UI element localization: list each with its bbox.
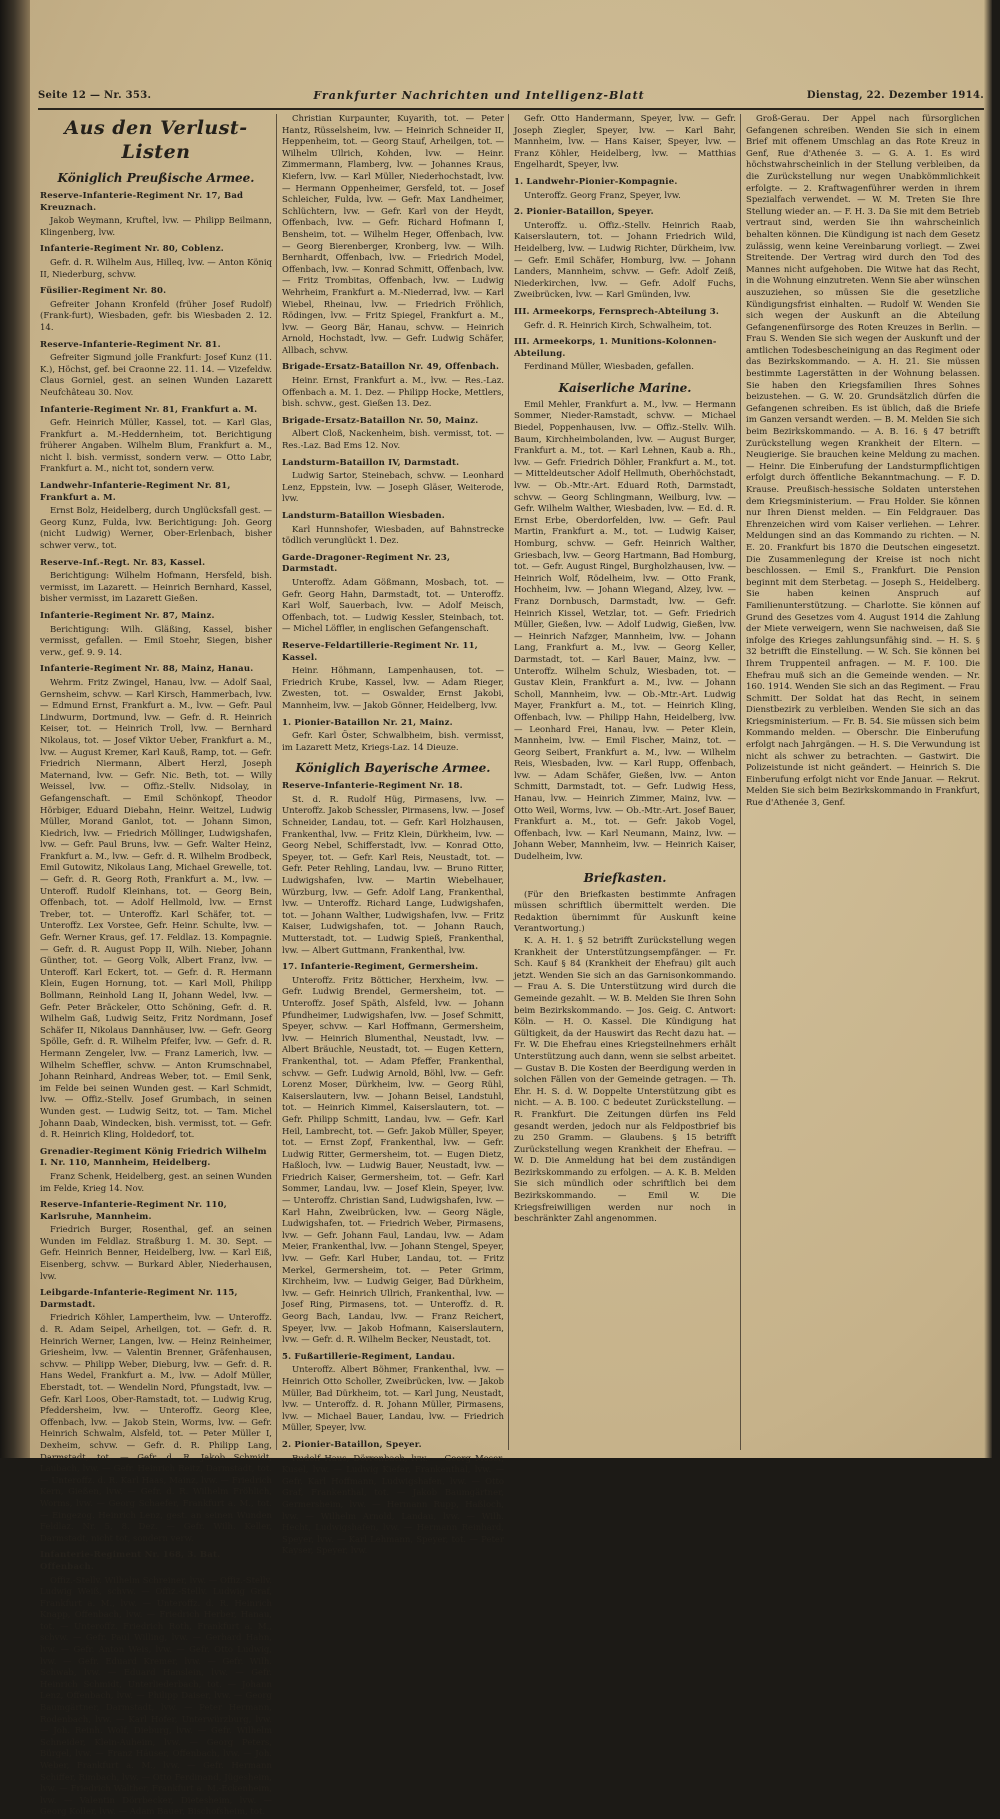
unit-heading: Infanterie-Regiment Nr. 168, 3. Bat. Offenbach. (40, 1550, 221, 1572)
unit-heading: Reserve-Infanterie-Regiment Nr. 110, Karlsruhe, Mannheim. (40, 1200, 227, 1222)
unit-heading: Infanterie-Regiment Nr. 80, Coblenz. (40, 244, 224, 255)
section-subtitle-prussian-army: Königlich Preußische Armee. (57, 171, 255, 185)
casualty-entry: Franz Schenk, Heidelberg, gest. an seinen Wunden im Felde, Krieg 14. Nov. (40, 1171, 272, 1194)
unit-heading: 5. Fußartillerie-Regiment, Landau. (282, 1351, 456, 1362)
unit-heading: Füsilier-Regiment Nr. 80. (40, 286, 167, 297)
column-rule (508, 114, 509, 1450)
casualty-entry: Wehrm. Fritz Zwingel, Hanau, lvw. — Adolf Saal, Gernsheim, schvw. — Karl Kirsch, Hammerbach, lvw. — Edmund Ernst, Frankfurt a. M., lvw. — Gefr. Paul Lindwurm, Dortmund, lvw. — Gefr. d. R. Heinrich Keiser, tot. — Heinrich Troll, lvw. — Bernhard Nikolaus, tot. — Josef Viktor Ueber, Frankfurt a. M., lvw. — August Kremer, Karl Kauß, Ramp, tot. — Gefr. Friedrich Niermann, Albert Herzl, Joseph Maternand, lvw. — Gefr. Nic. Beth, tot. — Willy Weissel, lvw. — Offiz.-Stellv. Nidsolay, in Gefangenschaft. — Emil Schönkopf, Theodor Hörbiger, Eduard Diebahn, Heinr. Weitzel, Ludwig Müller, Morand Ganlot, tot. — Johann Simon, Kiedrich, lvw. — Friedrich Möllinger, Ludwigshafen, lvw. — Gefr. Paul Bruns, lvw. — Gefr. Walter Heinz, Frankfurt a. M., lvw. — Gefr. d. R. Wilhelm Brodbeck, Emil Gutowitz, Nikolaus Lang, Michael Grewelle, tot. — Gefr. d. R. Georg Roth, Frankfurt a. M., lvw. — Unteroff. Rudolf Kleinhans, tot. — Georg Bein, Offenbach, tot. — Adolf Hellmold, lvw. — Ernst Treber, tot. — Unteroffz. Karl Schäfer, tot. — Unteroffz. Lex Vorstee, Gefr. Heinr. Schulte, lvw. — Gefr. Werner Kraus, gef. 17. Feldlaz. 13. Kompagnie. — Gefr. d. R. August Popp II, Wilh. Nieber, Johann Günther, tot. — Georg Volk, Albert Franz, lvw. — Unteroff. Karl Eckert, tot. — Gefr. d. R. Hermann Klein, Eugen Hornung, tot. — Karl Moll, Philipp Bollmann, Reinhold Lang II, Johann Wedel, lvw. — Gefr. Peter Bräckeler, Otto Schöning, Gefr. d. R. Wilhelm Gaß, Ludwig Seitz, Fritz Nordmann, Josef Schäfer II, Nikolaus Dannhäuser, lvw. — Gefr. Georg Spölle, Gefr. d. R. Wilhelm Pfeifer, lvw. — Gefr. d. R. Hermann Zengeler, lvw. — Franz Lamerich, lvw. — Wilhelm Scheffler, schvw. — Anton Krumschnabel, Johann Reinhard, Andreas Weber, tot. — Emil Senk, im Felde bei seinen Wunden gest. — Karl Schmidt, lvw. — Offiz.-Stellv. Josef Grumbach, in seinen Wunden gest. — Ludwig Seitz, tot. — Tam. Michel Johann Daab, Windecken, bish. vermisst, tot. — Gefr. d. R. Heinrich Kling, Holdedorf, tot. (40, 677, 272, 1141)
unit-heading: 1. Landwehr-Pionier-Kompagnie. (514, 176, 678, 187)
unit-heading: Grenadier-Regiment König Friedrich Wilhelm I. Nr. 110, Mannheim, Heidelberg. (40, 1146, 267, 1169)
unit-heading: Infanterie-Regiment Nr. 87, Mainz. (40, 611, 215, 621)
casualty-entry: Rudolf Haus, Dörrenbach, lvw. — Georg Moser, Kusel, lvw. — Ludwig Kiefer, Frankenthal, lvw. — Gefr. Karl Hoffmann, Ludwigshafen, lvw. — Otto Graf, Frankenthal, tot. — Jakob Baumgärtner, Germersheim, lvw. — Hermann Rupp, Haßloch, lvw. — Wilhelm Arnold, Landau, lvw. — Wilh. Hecht, Ludwigshafen, lvw. — Hermann Reinhard, Speyer, lvw. — Karl Lehmann, Speyer, tot. — Peter Kayser, Speyer, lvw. (282, 1453, 504, 1557)
casualty-entry: Gefreiter Johann Kronfeld (früher Josef Rudolf) (Frank-furt), Wiesbaden, gefr. bis Wiesbaden 2. 12. 14. (40, 299, 272, 333)
casualty-entry: Gefr. Karl Öster, Schwalbheim, bish. vermisst, im Lazarett Metz, Kriegs-Laz. 14 Dieuze. (282, 731, 504, 753)
column-4-blocks (746, 114, 980, 810)
unit-heading: Brigade-Ersatz-Bataillon Nr. 49, Offenbach. (282, 362, 500, 373)
unit-heading: 1. Pionier-Bataillon Nr. 21, Mainz. (282, 717, 453, 728)
page-header (38, 84, 984, 106)
column-2-blocks (282, 114, 504, 1558)
unit-heading: Leibgarde-Infanterie-Regiment Nr. 115, Darmstadt. (40, 1288, 238, 1310)
column-1-blocks (40, 191, 272, 1819)
casualty-entry: Gefr. Otto Handermann, Speyer, lvw. — Gefr. Joseph Ziegler, Speyer, lvw. — Karl Bahr, Mannheim, lvw. — Hans Kaiser, Speyer, lvw. — Franz Köhler, Heidelberg, lvw. — Matthias Engelhardt, Speyer, lvw. (514, 114, 736, 171)
column-2 (282, 114, 504, 1557)
casualty-entry: Gefr. Heinrich Müller, Kassel, tot. — Karl Glas, Frankfurt a. M.-Heddernheim, tot. Berichtigung früherer Angaben. Wilhelm Blum, Frankfurt a. M., nicht l. bish. vermisst, sondern verw. — Otto Labr, Frankfurt a. M., nicht tot, sondern verw. (40, 418, 272, 475)
section-title-verlustlisten: Aus den Verlust-Listen (64, 117, 248, 163)
casualty-entry: Jakob Weymann, Kruftel, lvw. — Philipp Beilmann, Klingenberg, lvw. (40, 216, 272, 238)
casualty-entry: Christian Kurpaunter, Kuyarith, tot. — Peter Hantz, Rüsselsheim, lvw. — Heinrich Schneider II, Heppenheim, tot. — Georg Stauf, Arheilgen, tot. — Wilhelm Ullrich, Kohden, lvw. — Heinr. Zimmermann, Flamberg, lvw. — Johannes Kraus, Kiefern, lvw. — Karl Müller, Niederhochstadt, lvw. — Hermann Oppenheimer, Gersfeld, tot. — Josef Schleicher, Fulda, lvw. — Gefr. Max Landheimer, Schlüchtern, lvw. — Gefr. Karl von der Heydt, Offenbach, lvw. — Gefr. Richard Hofmann I, Bensheim, tot. — Wilhelm Heger, Offenbach, lvw. — Georg Bierenberger, Kronberg, lvw. — Wilh. Bernhardt, Offenbach, lvw. — Friedrich Model, Offenbach, lvw. — Konrad Schmitt, Offenbach, lvw. — Fritz Trombitas, Offenbach, lvw. — Ludwig Wehrheim, Frankfurt a. M.-Niederrad, lvw. — Karl Wiebel, Rheinau, lvw. — Friedrich Fröhlich, Rödingen, lvw. — Fritz Spiegel, Frankfurt a. M., lvw. — Georg Bär, Hanau, schvw. — Heinrich Arnold, Hochstadt, lvw. — Gefr. Ludwig Schäfer, Allbach, schvw. (282, 114, 504, 356)
unit-heading: Reserve-Feldartillerie-Regiment Nr. 11, Kassel. (282, 640, 478, 663)
casualty-entry: Ernst Bolz, Heidelberg, durch Unglücksfall gest. — Georg Kunz, Fulda, lvw. Berichtigung: Joh. Georg (nicht Ludwig) Werner, Ober-Erlenbach, bisher schwer verw., tot. (40, 506, 272, 552)
unit-heading: Brigade-Ersatz-Bataillon Nr. 50, Mainz. (282, 415, 479, 426)
page-edge-shadow (984, 0, 992, 1458)
casualty-entry: Berichtigung: Wilhelm Hofmann, Hersfeld, bish. vermisst, im Lazarett. — Heinrich Bernhard, Kassel, bisher vermisst, im Lazarett Gießen. (40, 571, 272, 605)
unit-heading: Landsturm-Bataillon IV, Darmstadt. (282, 457, 460, 468)
casualty-entry: Heinr. Höhmann, Lampenhausen, tot. — Friedrich Krube, Kassel, lvw. — Adam Rieger, Zwesten, tot. — Oswalder, Ernst Jakobi, Mannheim, lvw. — Jakob Gönner, Heidelberg, lvw. (282, 666, 504, 711)
casualty-entry: Albert Cloß, Nackenheim, bish. vermisst, tot. — Res.-Laz. Bad Ems 12. Nov. (282, 429, 504, 452)
casualty-entry: Gefr. d. R. Heinrich Kirch, Schwalheim, tot. (524, 320, 712, 331)
section-subtitle: Kaiserliche Marine. (558, 380, 692, 395)
casualty-entry: Groß-Gerau. Der Appel nach fürsorglichen Gefangenen schreiben. Wenden Sie sich in einem Brief mit offenem Umschlag an das Rote Kreuz in Genf, Rue d'Athenée 3. — G. A. 1. Es wird höchstwahrscheinlich in der Stellung verbleiben, da die Zurückstellung nur wegen Unabkömmlichkeit erfolgte. — 2. Kraftwagenführer werden in ihrem Spezialfach verwendet. — W. M. Treten Sie Ihre Stellung wieder an. — F. H. 3. Da Sie mit dem Betrieb vertraut sind, werden Sie ihn wahrscheinlich behalten können. Die Kündigung ist nach dem Gesetz zulässig, wenn keine Vereinbarung vorliegt. — Zwei Streitende. Der Vertrag wird durch den Tod des Mannes nicht aufgehoben. Die Witwe hat das Recht, in die Wohnung einzutreten. Wenn Sie aber wünschen auszuziehen, so müssen Sie die gesetzliche Kündigungsfrist einhalten. — Rudolf W. Wenden Sie sich wegen der Auskunft an die Abteilung Gefangenenfürsorge des Roten Kreuzes in Berlin. — Frau S. Wenden Sie sich wegen der Auskunft und der amtlichen Todesbescheinigung an das Regiment oder das Bezirkskommando. — A. H. 21. Sie müssen bestimmte Lagerstätten in der Wohnung belassen. Sie haben den Kriegsfamilien Ihres Sohnes beizustehen. — G. W. 20. Grundsätzlich dürfen die Gefangenen schreiben. Es ist üblich, daß die Briefe im Ganzen versandt werden. — B. M. Melden Sie sich beim Bezirkskommando. — A. B. 16. § 47 betrifft Zurückstellung wegen Krankheit der Eltern. — Neugierige. Sie brauchen keine Meldung zu machen. — Heinr. Die Einberufung der Landsturmpflichtigen erfolgt durch öffentliche Bekanntmachung. — F. D. Krause. Preußisch-hessische Soldaten unterstehen dem Kriegsministerium. — Frau Holder. Sie können nur Ihren Dienst melden. — Ein Feldgrauer. Das Ehrenzeichen wird vom Kaiser verliehen. — Lehrer. Meldungen sind an das Kommando zu richten. — N. E. 20. Frankfurt bis 1870 die Deutschen eingesetzt. Die Zusammenlegung der Kreise ist noch nicht beschlossen. — Emil S., Frankfurt. Die Pension beginnt mit dem Sterbetag. — Joseph S., Heidelberg. Sie haben keinen Anspruch auf Familienunterstützung. — Charlotte. Sie können auf Grund des Gesetzes vom 4. August 1914 die Zahlung der Miete verweigern, wenn Sie nachweisen, daß Sie infolge des Krieges zahlungsunfähig sind. — H. S. § 32 betrifft die Einstellung. — W. Sch. Sie können bei Ihrem Truppenteil anfragen. — M. F. 100. Die Ehefrau muß sich an die Gemeinde wenden. — Nr. 160. 1914. Wenden Sie sich an das Regiment. — Frau Schmitt. Der Soldat hat das Recht, in seinem Dienstbezirk zu verbleiben. Wenden Sie sich an das Kriegsministerium. — Fr. B. 54. Sie müssen sich beim Kommando melden. — Oberschr. Die Einberufung erfolgt nach Jahrgängen. — H. S. Die Verwundung ist nicht als schwer zu betrachten. — Gastwirt. Die Polizeistunde ist nicht geändert. — Heinrich S. Die Einberufung erfolgt nicht vor Ende Januar. — Rekrut. Melden Sie sich beim Bezirkskommando in Frankfurt, Rue d'Athenée 3, Genf. (746, 114, 980, 809)
unit-heading: 2. Pionier-Bataillon, Speyer. (514, 207, 654, 218)
casualty-entry: Ferdinand Müller, Wiesbaden, gefallen. (524, 362, 694, 373)
casualty-entry: St. d. R. Rudolf Hüg, Pirmasens, lvw. — Unteroffz. Jakob Schessler, Pirmasens, lvw. — Josef Schneider, Landau, tot. — Gefr. Karl Holzhausen, Frankenthal, lvw. — Fritz Klein, Dürkheim, lvw. — Georg Nebel, Schifferstadt, lvw. — Konrad Otto, Speyer, tot. — Gefr. Karl Reis, Neustadt, tot. — Gefr. Peter Rehling, Landau, lvw. — Bruno Ritter, Ludwigshafen, lvw. — Martin Wiebelhauer, Würzburg, lvw. — Gefr. Adolf Lang, Frankenthal, lvw. — Unteroffz. Richard Lange, Ludwigshafen, tot. — Johann Walther, Ludwigshafen, lvw. — Fritz Kaiser, Ludwigshafen, tot. — Johann Rauch, Mutterstadt, tot. — Ludwig Spieß, Frankenthal, lvw. — Albert Guttmann, Frankenthal, lvw. (282, 794, 504, 956)
casualty-entry: Unteroffz. Adam Gößmann, Mosbach, tot. — Gefr. Georg Hahn, Darmstadt, tot. — Unteroffz. Karl Wolf, Sauerbach, lvw. — Adolf Meisch, Offenbach, tot. — Ludwig Kessler, Steinbach, tot. — Michel Löffler, in englischen Gefangenschaft. (282, 577, 504, 635)
casualty-entry: Unteroffz. Fritz Bötticher, Herxheim, lvw. — Gefr. Ludwig Brendel, Germersheim, tot. — Unteroffz. Josef Späth, Alsfeld, lvw. — Johann Pfundheimer, Ludwigshafen, lvw. — Josef Schmitt, Speyer, schvw. — Karl Hoffmann, Germersheim, lvw. — Heinrich Blumenthal, Neustadt, lvw. — Albert Bräuchle, Neustadt, tot. — Eugen Kettern, Frankenthal, tot. — Adam Pfeffer, Frankenthal, schvw. — Gefr. Ludwig Arnold, Böhl, lvw. — Gefr. Lorenz Moser, Dürkheim, lvw. — Georg Rühl, Kaiserslautern, lvw. — Johann Beisel, Landstuhl, tot. — Heinrich Kimmel, Kaiserslautern, tot. — Gefr. Philipp Schmitt, Landau, lvw. — Gefr. Karl Heil, Lambrecht, tot. — Gefr. Jakob Müller, Speyer, tot. — Ernst Zopf, Frankenthal, lvw. — Gefr. Ludwig Ritter, Germersheim, tot. — Eugen Dietz, Haßloch, lvw. — Ludwig Bauer, Neustadt, lvw. — Friedrich Kaiser, Germersheim, tot. — Gefr. Karl Sommer, Landau, lvw. — Josef Klein, Speyer, lvw. — Unteroffz. Christian Sand, Ludwigshafen, lvw. — Karl Hahn, Zweibrücken, lvw. — Georg Nägle, Ludwigshafen, tot. — Friedrich Weber, Pirmasens, lvw. — Gefr. Johann Faul, Landau, lvw. — Adam Meier, Frankenthal, lvw. — Johann Stengel, Speyer, lvw. — Gefr. Karl Huber, Landau, tot. — Fritz Merkel, Germersheim, tot. — Peter Grimm, Kirchheim, lvw. — Ludwig Geiger, Bad Dürkheim, lvw. — Gefr. Heinrich Ullrich, Frankenthal, lvw. — Josef Ring, Pirmasens, tot. — Unteroffz. d. R. Georg Bach, Landau, lvw. — Franz Reichert, Speyer, lvw. — Jakob Hofmann, Kaiserslautern, lvw. — Gefr. d. R. Wilhelm Becker, Neustadt, tot. (282, 975, 504, 1346)
unit-heading: 2. Pionier-Bataillon, Speyer. (282, 1439, 422, 1450)
casualty-entry: Friedrich Köhler, Lampertheim, lvw. — Unteroffz. d. R. Adam Seipel, Arheilgen, tot. — Gefr. d. R. Heinrich Werner, Langen, lvw. — Heinz Reinheimer, Griesheim, lvw. — Valentin Brenner, Gräfenhausen, schvw. — Philipp Weber, Dieburg, lvw. — Gefr. d. R. Hans Wedel, Frankfurt a. M., lvw. — Adolf Müller, Eberstadt, tot. — Wendelin Nord, Pfungstadt, lvw. — Gefr. Karl Loos, Ober-Ramstadt, tot. — Ludwig Krug, Pfeddersheim, lvw. — Unteroffz. Georg Klee, Offenbach, lvw. — Jakob Stein, Worms, lvw. — Gefr. Heinrich Schwalm, Alsfeld, tot. — Peter Müller I, Dexheim, schvw. — Gefr. d. R. Philipp Lang, Darmstadt, tot. — Gefr. d. R. Jakob Schmidt, Laubach, lvw. — Gefr. Heinrich Reitz, Darmstadt, tot. — Unteroffz. d. R. Karl Haas, Mainz, lvw. — Friedrich Kern, Gießen, lvw. — Gefr. d. R. Wilhelm Fröhlich, Worms, lvw. — Georg Schaefer, Frankfurt a. M., tot. — Eingezog. Heinrich Lenz, gest. an seinen Wunden Feldlaz. Nr. 5, 8. Dez. — Gefr. Wilh. Keller, Darmstadt, nicht tot, sondern verw. (40, 1313, 272, 1544)
issue-date: Dienstag, 22. Dezember 1914. (806, 89, 984, 101)
column-3-blocks (514, 114, 736, 1226)
unit-heading: Infanterie-Regiment Nr. 88, Mainz, Hanau. (40, 664, 254, 675)
column-rule (740, 114, 741, 1450)
casualty-entry: Ludwig Sartor, Steinebach, schvw. — Leonhard Lenz, Eppstein, lvw. — Joseph Gläser, Weiterode, lvw. (282, 471, 504, 505)
unit-heading: 17. Infanterie-Regiment, Germersheim. (282, 962, 479, 973)
newspaper-page (30, 0, 992, 1818)
casualty-entry: Berichtigung: Wilh. Gläßing, Kassel, bisher vermisst, gefallen. — Emil Stoehr, Siegen, bisher verw., gef. 9. 9. 14. (40, 624, 272, 658)
column-1 (40, 114, 272, 1818)
unit-heading: Landwehr-Infanterie-Regiment Nr. 81, Frankfurt a. M. (40, 481, 231, 503)
header-rule (38, 108, 984, 110)
unit-heading: Infanterie-Regiment Nr. 81, Frankfurt a. M. (40, 404, 258, 415)
section-subtitle: Briefkasten. (583, 870, 667, 885)
unit-heading: Reserve-Infanterie-Regiment Nr. 18. (282, 781, 463, 792)
casualty-entry: Offiz.-Stellv. Wilhelm Schreiner, lvw. — Offiz.-Stellv. Ludwig Weiß, schvw. — Offiz.-Stellv. Ludwig Graf, Frankfurt a. M., lvw. — Unteroffz. d. R. Heinrich Knapp, Offenbach, lvw. — Friedrich Herber, Hanau, tot. — Unteroffz. Friedrich Roth, Frankfurt a. M., schvw. — Gefr. Paul Willing, lvw. — Gerhard Hahn, lvw. — Gefr. Anton Weis, lvw. — Gefr. Otto Ludwig, lvw. — Gefr. Eduard Kremer, lvw. — Gefr. Wilh. Schwab, lvw. — Eduard Hanslein, lvw. — Gefr. Heinrich Schmidt, Unterliederbach, tot. — Johann Lenz, Offenbach, lvw. — Philipp Daiser, lvw. — Georg Baumgärtner, Darmstadt, lvw. — Peter Hermann, Rodenbach, lvw. — Karl Hofer, Unterwürzburg, lvw. — Joh. Reinh. Wolf, Dieburg, lvw. — Gefr. Wilhelm Schneider, Klein-Auheim, lvw. — Georg Peters, Bürgel, lvw. — Franz Häuser, Offenbach, lvw. — Joh. Weber, Frankfurt a. M., lvw. — Gefr. Hermann Schiffer, Rimbach, lvw. — Otto Ferdinand, Jügesheim, lvw. — Friedrich Walther, Frankfurt a. M.-Eckenheim, lvw. — Valentin Dörrbecker, Dietesheim, lvw. — Georg Koller, lvw. — Adam Bauer, Bischofsheim, tot. (40, 1575, 272, 1818)
casualty-entry: Unteroffz. u. Offiz.-Stellv. Heinrich Raab, Kaiserslautern, tot. — Johann Friedrich Wild, Heidelberg, lvw. — Ludwig Richter, Dürkheim, lvw. — Gefr. Emil Schäfer, Homburg, lvw. — Johann Landers, Mannheim, schvw. — Gefr. Adolf Zeiß, Niederkirchen, lvw. — Gefr. Adolf Fuchs, Zweibrücken, lvw. — Karl Gmünden, lvw. (514, 220, 736, 301)
casualty-entry: Unteroffz. Albert Böhmer, Frankenthal, lvw. — Heinrich Otto Scholler, Zweibrücken, lvw. — Jakob Müller, Bad Dürkheim, tot. — Karl Jung, Neustadt, lvw. — Unteroffz. d. R. Johann Müller, Pirmasens, lvw. — Michael Bauer, Landau, lvw. — Friedrich Müller, Speyer, lvw. (282, 1365, 504, 1434)
unit-heading: III. Armeekorps, Fernsprech-Abteilung 3. (514, 306, 720, 317)
casualty-entry: Karl Hunnshofer, Wiesbaden, auf Bahnstrecke tödlich verunglückt 1. Dez. (282, 524, 504, 547)
column-4 (746, 114, 980, 1450)
page-reference: Seite 12 — Nr. 353. (38, 89, 152, 101)
unit-heading: III. Armeekorps, 1. Munitions-Kolonnen-Abteilung. (514, 337, 717, 359)
unit-heading: Landsturm-Bataillon Wiesbaden. (282, 511, 445, 521)
unit-heading: Reserve-Inf.-Regt. Nr. 83, Kassel. (40, 557, 206, 568)
unit-heading: Garde-Dragoner-Regiment Nr. 23, Darmstadt. (282, 552, 451, 575)
casualty-entry: Emil Mehler, Frankfurt a. M., lvw. — Hermann Sommer, Nieder-Ramstadt, schvw. — Michael Biedel, Poppenhausen, lvw. — Offiz.-Stellv. Wilh. Baum, Kirchheimbolanden, lvw. — August Burger, Frankfurt a. M., tot. — Karl Lehnen, Kaub a. Rh., lvw. — Gefr. Friedrich Döhler, Frankfurt a. M., tot. — Mitteldeutscher Adolf Hellmuth, Oberhöchstadt, lvw. — Ob.-Mtr.-Art. Eduard Roth, Darmstadt, schvw. — Georg Schlingmann, Weilburg, lvw. — Gefr. Wilhelm Walther, Wiesbaden, lvw. — Ed. d. R. Ernst Erbe, Oberdorfelden, lvw. — Gefr. Paul Martin, Frankfurt a. M., tot. — Ludwig Kaiser, Homburg, schvw. — Gefr. Heinrich Walther, Griesbach, lvw. — Georg Hartmann, Bad Homburg, tot. — Gefr. August Ringel, Burgholzhausen, lvw. — Heinrich Wolf, Rödelheim, lvw. — Otto Frank, Hochheim, lvw. — Johann Wiegand, Alzey, lvw. — Franz Dornbusch, Darmstadt, lvw. — Gefr. Heinrich Kissel, Wetzlar, tot. — Gefr. Friedrich Müller, Gießen, lvw. — Adolf Ludwig, Gießen, lvw. — Heinrich Nafzger, Mannheim, lvw. — Johann Lang, Frankfurt a. M., lvw. — Georg Keller, Darmstadt, tot. — Karl Bauer, Mainz, lvw. — Unteroffz. Wilhelm Schulz, Wiesbaden, tot. — Gustav Klein, Frankfurt a. M., lvw. — Johann Scholl, Mannheim, lvw. — Ob.-Mtr.-Art. Ludwig Mayer, Frankfurt a. M., tot. — Heinrich Kling, Offenbach, lvw. — Philipp Hahn, Heidelberg, lvw. — Leonhard Frei, Hanau, lvw. — Peter Klein, Mannheim, lvw. — Emil Fischer, Mainz, tot. — Georg Seibert, Frankfurt a. M., lvw. — Wilhelm Reis, Wiesbaden, lvw. — Karl Rupp, Offenbach, lvw. — Adam Schäfer, Gießen, lvw. — Anton Schmitt, Darmstadt, tot. — Gefr. Ludwig Hess, Hanau, lvw. — Heinrich Zimmer, Mainz, lvw. — Otto Weil, Worms, lvw. — Ob.-Mtr.-Art. Josef Bauer, Frankfurt a. M., tot. — Gefr. Jakob Vogel, Offenbach, lvw. — Karl Neumann, Mainz, lvw. — Johann Weber, Mannheim, lvw. — Heinrich Kaiser, Dudelheim, lvw. (514, 399, 736, 863)
section-subtitle: Königlich Bayerische Armee. (295, 761, 491, 776)
casualty-entry: Unteroffz. Georg Franz, Speyer, lvw. (524, 190, 681, 201)
masthead: Frankfurter Nachrichten und Intelligenz-Blatt (313, 88, 645, 102)
casualty-entry: (Für den Briefkasten bestimmte Anfragen müssen schriftlich übermittelt werden. Die Redaktion übernimmt für Auskunft keine Verantwortung.) (514, 889, 736, 935)
casualty-entry: Gefr. d. R. Wilhelm Aus, Hilleq, lvw. — Anton Köniq II, Niederburg, schvw. (40, 257, 272, 280)
unit-heading: Reserve-Infanterie-Regiment Nr. 81. (40, 339, 221, 350)
column-rule (276, 114, 277, 1450)
casualty-entry: Friedrich Burger, Rosenthal, gef. an seinen Wunden im Feldlaz. Straßburg 1. M. 30. Sept. — Gefr. Heinrich Benner, Heidelberg, lvw. — Karl Eiß, Eisenberg, schvw. — Burkard Abler, Niederhausen, lvw. (40, 1225, 272, 1282)
book-binding (0, 0, 30, 1458)
casualty-entry: Gefreiter Sigmund jolle Frankfurt: Josef Kunz (11. K.), Höchst, gef. bei Craonne 22. 11. 14. — Vizefeldw. Claus Gorniel, gest. an seinen Wunden Lazarett Neufchâteau 30. Nov. (40, 353, 272, 398)
unit-heading: Reserve-Infanterie-Regiment Nr. 17, Bad Kreuznach. (40, 191, 244, 213)
casualty-entry: Heinr. Ernst, Frankfurt a. M., lvw. — Res.-Laz. Offenbach a. M. 1. Dez. — Philipp Hocke, Mettlers, bish. schvw., gest. Gießen 13. Dez. (282, 376, 504, 410)
column-3 (514, 114, 736, 1450)
casualty-entry: K. A. H. 1. § 52 betrifft Zurückstellung wegen Krankheit der Unterstützungsempfänger. — Fr. Sch. Kauf § 84 (Krankheit der Ehefrau) gilt auch jetzt. Wenden Sie sich an das Garnisonkommando. — Frau A. S. Die Unterstützung wird durch die Gemeinde gezahlt. — W. B. Melden Sie Ihren Sohn beim Bezirkskommando. — Jos. Geig. C. Antwort: Köln. — H. O. Kassel. Die Kündigung hat Gültigkeit, da der Hauswirt das Recht dazu hat. — Fr. W. Die Ehefrau eines Kriegsteilnehmers erhält Unterstützung auch dann, wenn sie selbst arbeitet. — Gustav B. Die Kosten der Beerdigung werden in solchen Fällen von der Gemeinde getragen. — Th. Ehr. H. S. d. W. Doppelte Unterstützung gibt es nicht. — A. B. 100. C bedeutet Zurückstellung. — R. Frankfurt. Die Zeitungen dürfen ins Feld gesandt werden, jedoch nur als Feldpostbrief bis zu 250 Gramm. — Glaubens. § 15 betrifft Zurückstellung wegen Krankheit der Ehefrau. — W. D. Die Anmeldung hat bei dem zuständigen Bezirkskommando zu erfolgen. — A. K. B. Melden Sie sich mündlich oder schriftlich bei dem Bezirkskommando. — Emil W. Die Kriegsfreiwilligen werden nur noch in beschränkter Zahl angenommen. (514, 936, 736, 1225)
